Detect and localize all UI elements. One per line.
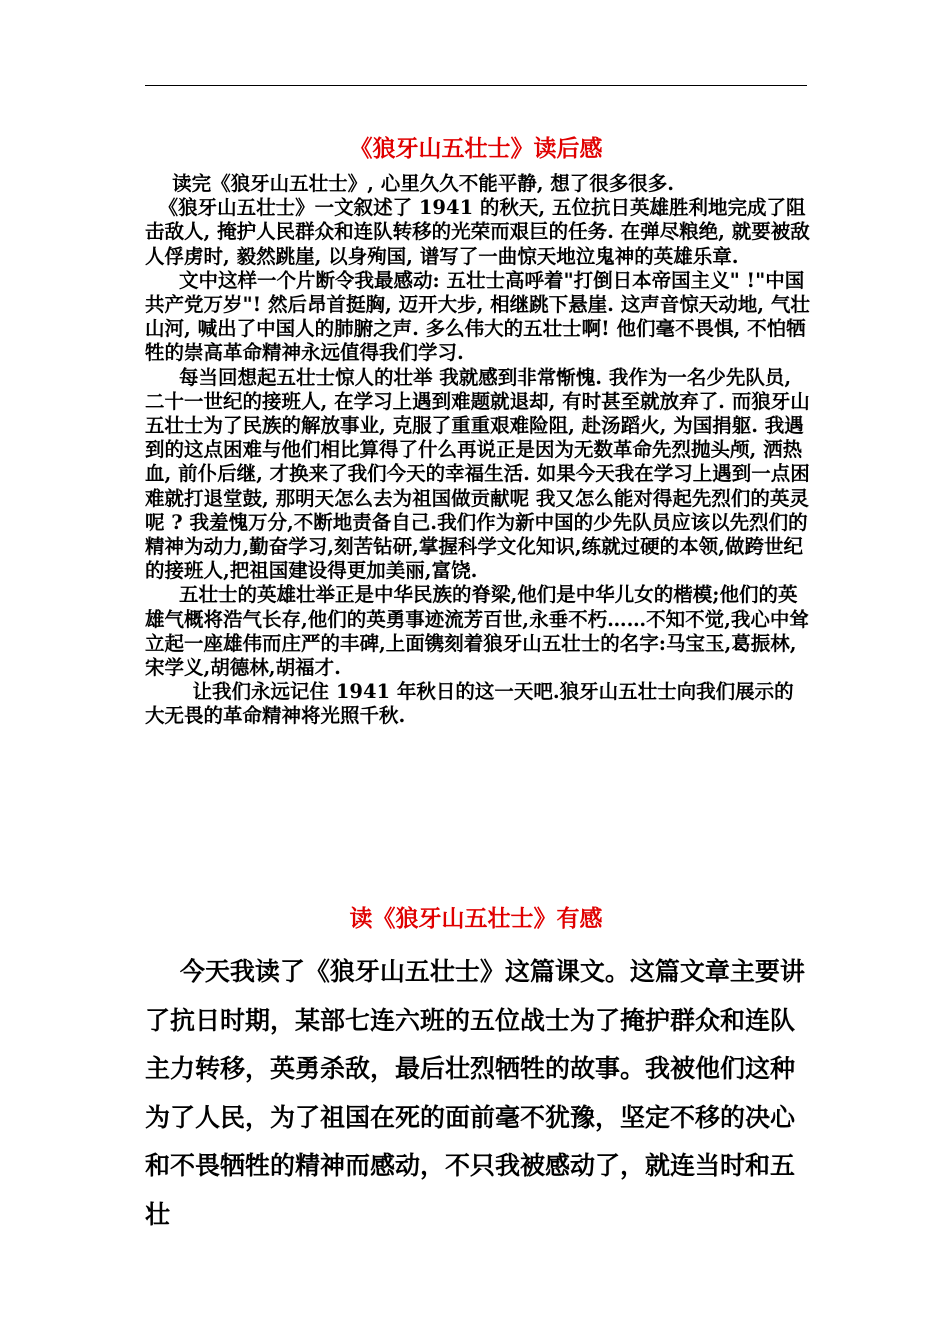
article1-paragraph: 每当回想起五壮士惊人的壮举 我就感到非常惭愧. 我作为一名少先队员, 二十一世纪的接班人, 在学习上遇到难题就退却, 有时甚至就放弃了. 而狼牙山五壮士为了民族的解放事业, 克服了重重艰难险阻, 赴汤蹈火, 为国捐躯. 我遇到的这点困难与他们相比算得了什么再说正是因为无数革命先烈抛头颅, 洒热血, 前仆后继, 才换来了我们今天的幸福生活. 如果今天我在学习上遇到一点困难就打退堂鼓, 那明天怎么去为祖国做贡献呢 我又怎么能对得起先烈们的英灵呢 ? 我羞愧万分,不断地责备自己.我们作为新中国的少先队员应该以先烈们的精神为动力,勤奋学习,刻苦钻研,掌握科学文化知识,练就过硬的本领,做跨世纪的接班人,把祖国建设得更加美丽,富饶. (145, 365, 810, 583)
article2-title: 读《狼牙山五壮士》有感 (349, 905, 603, 932)
article1-paragraph: 文中这样一个片断令我最感动: 五壮士高呼着"打倒日本帝国主义" !"中国共产党万岁"! 然后昂首挺胸, 迈开大步, 相继跳下悬崖. 这声音惊天动地, 气壮山河, 喊出了中国人的肺腑之声. 多么伟大的五壮士啊! 他们毫不畏惧, 不怕牺牲的崇高革命精神永远值得我们学习. (145, 268, 810, 365)
article1-paragraph: 让我们永远记住 1941 年秋日的这一天吧.狼牙山五壮士向我们展示的大无畏的革命精神将光照千秋. (145, 680, 794, 728)
header-rule (145, 85, 807, 86)
article1-paragraph: 五壮士的英雄壮举正是中华民族的脊梁,他们是中华儿女的楷模;他们的英雄气概将浩气长存,他们的英勇事迹流芳百世,永垂不朽……不知不觉,我心中耸立起一座雄伟而庄严的丰碑,上面镌刻着狼牙山五壮士的名字:马宝玉,葛振林,宋学义,胡德林,胡福才. (145, 583, 809, 680)
article2-paragraph: 今天我读了《狼牙山五壮士》这篇课文。这篇文章主要讲了抗日时期，某部七连六班的五位战士为了掩护群众和连队主力转移，英勇杀敌，最后壮烈牺牲的故事。我被他们这种为了人民，为了祖国在死的面前毫不犹豫，坚定不移的决心和不畏牺牲的精神而感动，不只我被感动了，就连当时和五壮 (145, 957, 805, 1229)
article1-paragraph: 读完《狼牙山五壮士》, 心里久久不能平静, 想了很多很多. (145, 172, 675, 195)
article1-paragraph: 《狼牙山五壮士》一文叙述了 1941 的秋天, 五位抗日英雄胜利地完成了阻击敌人, 掩护人民群众和连队转移的光荣而艰巨的任务. 在弹尽粮绝, 就要被敌人俘虏时, 毅然跳崖, 以身殉国, 谱写了一曲惊天地泣鬼神的英雄乐章. (145, 196, 810, 268)
article2-body (145, 948, 810, 1240)
article1-body (145, 172, 810, 729)
article1-title: 《狼牙山五壮士》读后感 (349, 135, 603, 162)
